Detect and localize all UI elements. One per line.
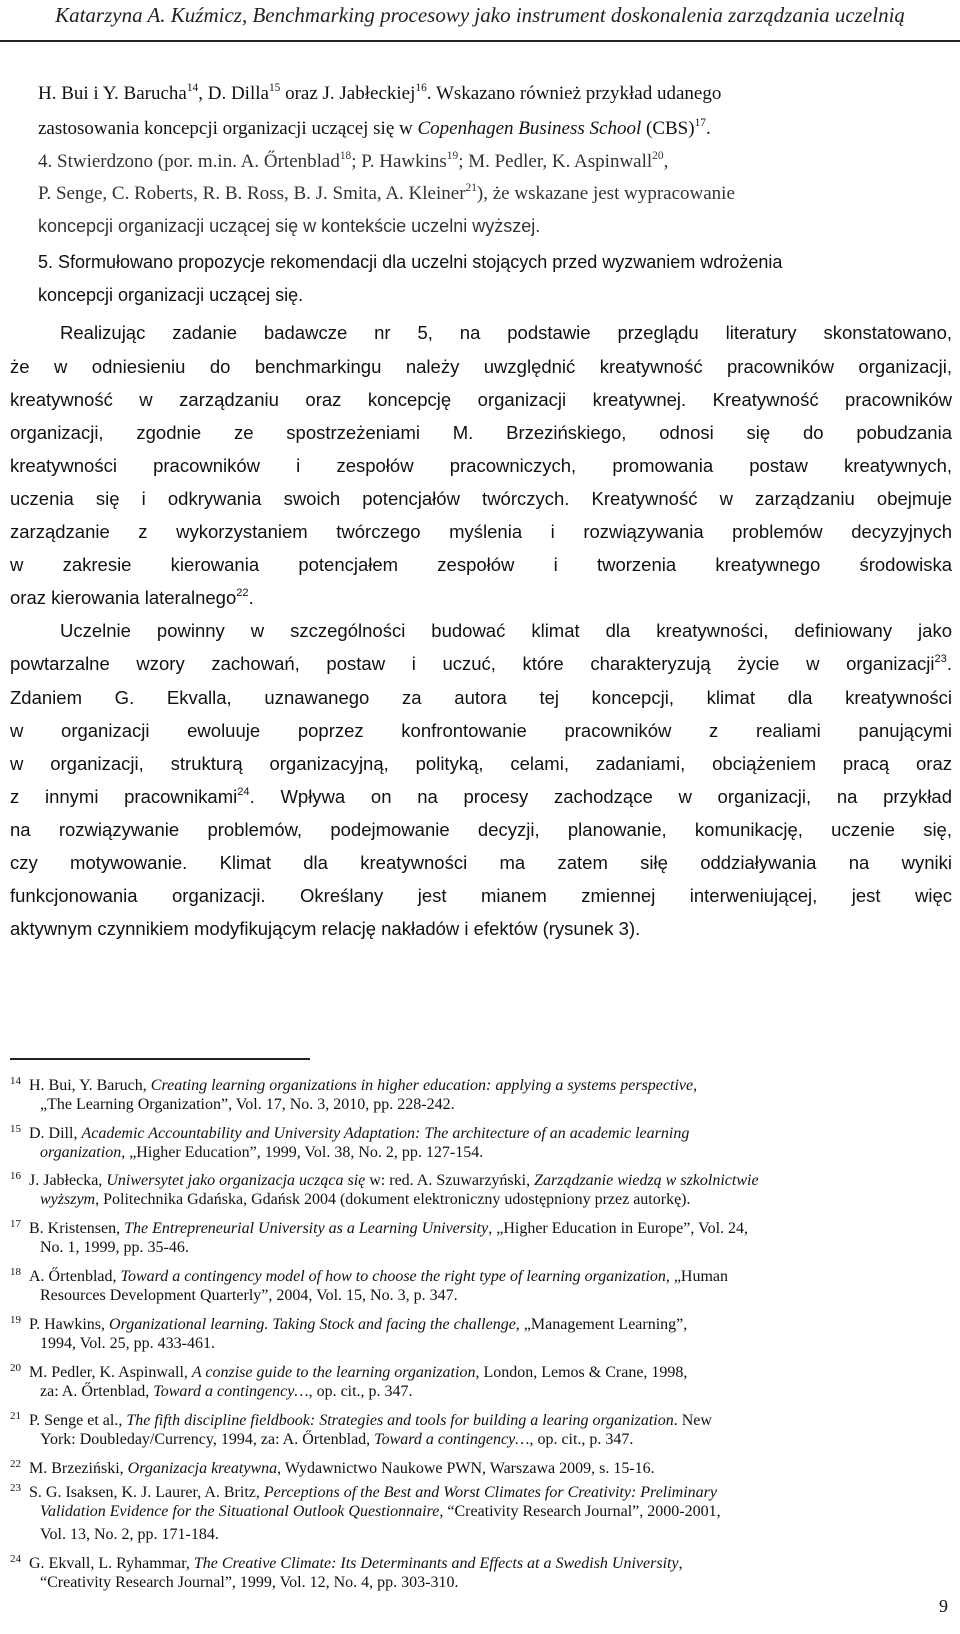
text-span: J. Jabłecka, (29, 1172, 107, 1189)
text-span: kreatywności pracowników i zespołów pracowniczych, promowania postaw kreatywnych, (10, 455, 952, 476)
text-span: A. Őrtenblad, (29, 1268, 121, 1285)
text-span: Vol. 13, No. 2, pp. 171-184. (40, 1526, 219, 1543)
body-line (10, 515, 952, 549)
italic-span: Zarządzanie wiedzą w szkolnictwie (534, 1172, 759, 1189)
body-line (10, 912, 952, 946)
footnote-number: 19 (10, 1314, 21, 1326)
footnote-line (10, 1093, 952, 1116)
footnote-line (10, 1141, 952, 1164)
footnote-ref[interactable]: 15 (268, 82, 281, 95)
footnote-ref[interactable]: 22 (236, 587, 249, 600)
footnote-ref[interactable]: 20 (652, 150, 664, 163)
text-span: że w odniesieniu do benchmarkingu należy uwzględnić kreatywność pracowników organizacji, (10, 356, 952, 377)
top-list-line (38, 111, 952, 147)
italic-span: wyższym (40, 1191, 96, 1208)
footnote-ref[interactable]: 24 (237, 786, 250, 799)
text-span: , (678, 1555, 683, 1572)
text-span: M. Pedler, K. Aspinwall, (29, 1364, 192, 1381)
footnote-ref[interactable]: 17 (694, 117, 706, 130)
footnote-number: 24 (10, 1553, 21, 1565)
text-span: 5. Sformułowano propozycje rekomendacji dla uczelni stojących przed wyzwaniem wdrożenia (38, 252, 783, 272)
footnote-ref[interactable]: 23 (934, 653, 947, 666)
body-line (10, 780, 952, 814)
top-list-line (38, 208, 952, 244)
body-line (10, 813, 952, 847)
italic-span: Copenhagen Business School (417, 118, 642, 139)
footnote-line (10, 1571, 952, 1594)
text-span: ; M. Pedler, K. Aspinwall (458, 151, 653, 172)
text-span: , “Creativity Research Journal”, 2000-2001, (439, 1503, 721, 1520)
body-line (10, 614, 952, 648)
page-number: 9 (939, 1596, 948, 1616)
text-span: na rozwiązywanie problemów, podejmowanie decyzji, planowanie, komunikację, uczenie się, (10, 819, 952, 840)
footnote-22 (10, 1453, 952, 1480)
text-span: , op. cit., p. 347. (308, 1383, 413, 1400)
footnote-line (10, 1523, 952, 1546)
text-span: , (663, 151, 669, 172)
footnote-ref[interactable]: 21 (465, 182, 477, 195)
footnote-number: 17 (10, 1218, 21, 1230)
text-span: czy motywowanie. Klimat dla kreatywności ma zatem siłę oddziaływania na wyniki (10, 852, 952, 873)
italic-span: Uniwersytet jako organizacja ucząca się (106, 1172, 366, 1189)
text-span: No. 1, 1999, pp. 35-46. (40, 1239, 189, 1256)
body-line (10, 714, 952, 748)
text-span: kreatywność w zarządzaniu oraz koncepcję organizacji kreatywnej. Kreatywność pracowników (10, 389, 952, 410)
body-line (10, 548, 952, 582)
italic-span: organization (40, 1144, 122, 1161)
text-span: G. Ekvall, L. Ryhammar, (29, 1555, 194, 1572)
text-span: S. G. Isaksen, K. J. Laurer, A. Britz, (29, 1484, 264, 1501)
italic-span: The fifth discipline fieldbook: Strategies and tools for building a learing organization (126, 1412, 674, 1429)
body-line (10, 316, 952, 350)
italic-span: Toward a contingency model of how to choose the right type of learning organization (120, 1268, 666, 1285)
body-line (10, 747, 952, 781)
body-line (10, 449, 952, 483)
text-span: , London, Lemos & Crane, 1998, (475, 1364, 688, 1381)
text-span: , „Higher Education”, 1999, Vol. 38, No. 2, pp. 127-154. (121, 1144, 484, 1161)
footnote-number: 22 (10, 1458, 21, 1470)
text-span: . (248, 587, 254, 608)
footnote-line (10, 1188, 952, 1211)
top-list-line (38, 76, 952, 112)
text-span: aktywnym czynnikiem modyfikującym relację nakładów i efektów (rysunek 3). (10, 918, 641, 939)
text-span: , Wydawnictwo Naukowe PWN, Warszawa 2009, s. 15-16. (277, 1460, 655, 1477)
italic-span: Organizacja kreatywna (127, 1460, 278, 1477)
text-span: uczenia się i odkrywania swoich potencjałów twórczych. Kreatywność w zarządzaniu obejmuje (10, 488, 952, 509)
italic-span: A conzise guide to the learning organization (191, 1364, 476, 1381)
text-span: w zakresie kierowania potencjałem zespołów i tworzenia kreatywnego środowiska (10, 554, 952, 575)
text-span: w organizacji ewoluuje poprzez konfrontowanie pracowników z realiami panującymi (10, 720, 952, 741)
text-span: P. Senge et al., (29, 1412, 127, 1429)
body-line (10, 383, 952, 417)
text-span: , „Management Learning”, (515, 1316, 688, 1333)
text-span: oraz J. Jabłeckiej (280, 83, 416, 104)
footnote-line (10, 1332, 952, 1355)
text-span: , „Human (665, 1268, 729, 1285)
body-line (10, 350, 952, 384)
text-span: Realizując zadanie badawcze nr 5, na podstawie przeglądu literatury skonstatowano, (60, 322, 952, 343)
body-line (10, 879, 952, 913)
text-span: . New (673, 1412, 712, 1429)
text-span: Resources Development Quarterly”, 2004, Vol. 15, No. 3, p. 347. (40, 1287, 458, 1304)
text-span: w: red. A. Szuwarzyński, (365, 1172, 535, 1189)
italic-span: Validation Evidence for the Situational Outlook Questionnaire (40, 1503, 440, 1520)
text-span: . (946, 653, 952, 674)
text-span: . Wskazano również przykład udanego (426, 83, 722, 104)
text-span: oraz kierowania lateralnego (10, 587, 237, 608)
text-span: koncepcji organizacji uczącej się w kontekście uczelni wyższej. (38, 216, 541, 236)
text-span: w organizacji, strukturą organizacyjną, polityką, celami, zadaniami, obciążeniem pracą oraz (10, 753, 952, 774)
text-span: , D. Dilla (198, 83, 269, 104)
footnote-line (10, 1500, 952, 1523)
footnote-number: 18 (10, 1266, 21, 1278)
footnote-number: 15 (10, 1123, 21, 1135)
text-span: , (693, 1077, 698, 1094)
top-list-line (38, 244, 952, 280)
italic-span: Creating learning organizations in higher education: applying a systems perspective (150, 1077, 694, 1094)
text-span: . Wpływa on na procesy zachodzące w organizacji, na przykład (249, 786, 952, 807)
text-span: zastosowania koncepcji organizacji uczącej się w (38, 118, 418, 139)
text-span: z innymi pracownikami (10, 786, 238, 807)
footnote-line (10, 1284, 952, 1307)
body-line (10, 846, 952, 880)
text-span: „The Learning Organization”, Vol. 17, No. 3, 2010, pp. 228-242. (40, 1096, 455, 1113)
footnote-number: 23 (10, 1482, 21, 1494)
text-span: Uczelnie powinny w szczególności budować klimat dla kreatywności, definiowany jako (60, 620, 952, 641)
top-list-line (38, 277, 952, 313)
text-span: zarządzanie z wykorzystaniem twórczego myślenia i rozwiązywania problemów decyzyjnych (10, 521, 952, 542)
text-span: (CBS) (641, 118, 695, 139)
body-line (10, 482, 952, 516)
text-span: za: A. Őrtenblad, (40, 1383, 154, 1400)
footnote-line (10, 1380, 952, 1403)
top-list-line (38, 144, 952, 180)
text-span: ), że wskazane jest wypracowanie (476, 183, 735, 204)
text-span: , „Higher Education in Europe”, Vol. 24, (488, 1220, 749, 1237)
text-span: P. Hawkins, (29, 1316, 110, 1333)
body-line (10, 681, 952, 715)
text-span: powtarzalne wzory zachowań, postaw i uczuć, które charakteryzują życie w organizacji (10, 653, 935, 674)
text-span: ; P. Hawkins (351, 151, 447, 172)
text-span: M. Brzeziński, (29, 1460, 128, 1477)
italic-span: Toward a contingency… (374, 1431, 530, 1448)
footnote-ref[interactable]: 18 (339, 150, 352, 163)
text-span: . (705, 118, 711, 139)
italic-span: Perceptions of the Best and Worst Climates for Creativity: Preliminary (263, 1484, 718, 1501)
footnote-number: 16 (10, 1170, 21, 1182)
footnote-number: 14 (10, 1075, 21, 1087)
text-span: Zdaniem G. Ekvalla, uznawanego za autora tej koncepcji, klimat dla kreatywności (10, 687, 952, 708)
italic-span: The Entrepreneurial University as a Learning University (124, 1220, 489, 1237)
footnote-number: 20 (10, 1362, 21, 1374)
footnote-separator (10, 1058, 310, 1060)
text-span: H. Bui, Y. Baruch, (29, 1077, 151, 1094)
text-span: York: Doubleday/Currency, 1994, za: A. Őrtenblad, (40, 1431, 375, 1448)
text-span: 4. Stwierdzono (por. m.in. A. Őrtenblad (38, 151, 340, 172)
text-span: H. Bui i Y. Barucha (38, 83, 187, 104)
footnote-number: 21 (10, 1410, 21, 1422)
body-line (10, 647, 952, 681)
body-line (10, 581, 952, 615)
text-span: funkcjonowania organizacji. Określany jest mianem zmiennej interweniującej, jest więc (10, 885, 952, 906)
text-span: , op. cit., p. 347. (529, 1431, 634, 1448)
footnote-line (10, 1236, 952, 1259)
italic-span: Academic Accountability and University Adaptation: The architecture of an academic learning (81, 1125, 690, 1142)
running-header (0, 0, 960, 42)
footnote-ref[interactable]: 16 (415, 82, 427, 95)
text-span: D. Dill, (29, 1125, 82, 1142)
footnote-line (10, 1428, 952, 1451)
text-span: “Creativity Research Journal”, 1999, Vol. 12, No. 4, pp. 303-310. (40, 1574, 459, 1591)
text-span: P. Senge, C. Roberts, R. B. Ross, B. J. Smita, A. Kleiner (38, 183, 466, 204)
footnote-ref[interactable]: 14 (186, 82, 199, 95)
text-span: koncepcji organizacji uczącej się. (38, 285, 304, 305)
text-span: organizacji, zgodnie ze spostrzeżeniami M. Brzezińskiego, odnosi się do pobudzania (10, 422, 952, 443)
top-list-line (38, 176, 952, 212)
text-span: 1994, Vol. 25, pp. 433-461. (40, 1335, 215, 1352)
italic-span: Organizational learning. Taking Stock and facing the challenge (109, 1316, 516, 1333)
italic-span: Toward a contingency… (153, 1383, 309, 1400)
running-header-title: Katarzyna A. Kuźmicz, Benchmarking procesowy jako instrument doskonalenia zarządzania uczelnią (55, 3, 905, 27)
italic-span: The Creative Climate: Its Determinants and Effects at a Swedish University (193, 1555, 679, 1572)
body-line (10, 416, 952, 450)
text-span: B. Kristensen, (29, 1220, 125, 1237)
text-span: , Politechnika Gdańska, Gdańsk 2004 (dokument elektroniczny udostępniony przez autorkę). (95, 1191, 691, 1208)
footnote-ref[interactable]: 19 (446, 150, 459, 163)
